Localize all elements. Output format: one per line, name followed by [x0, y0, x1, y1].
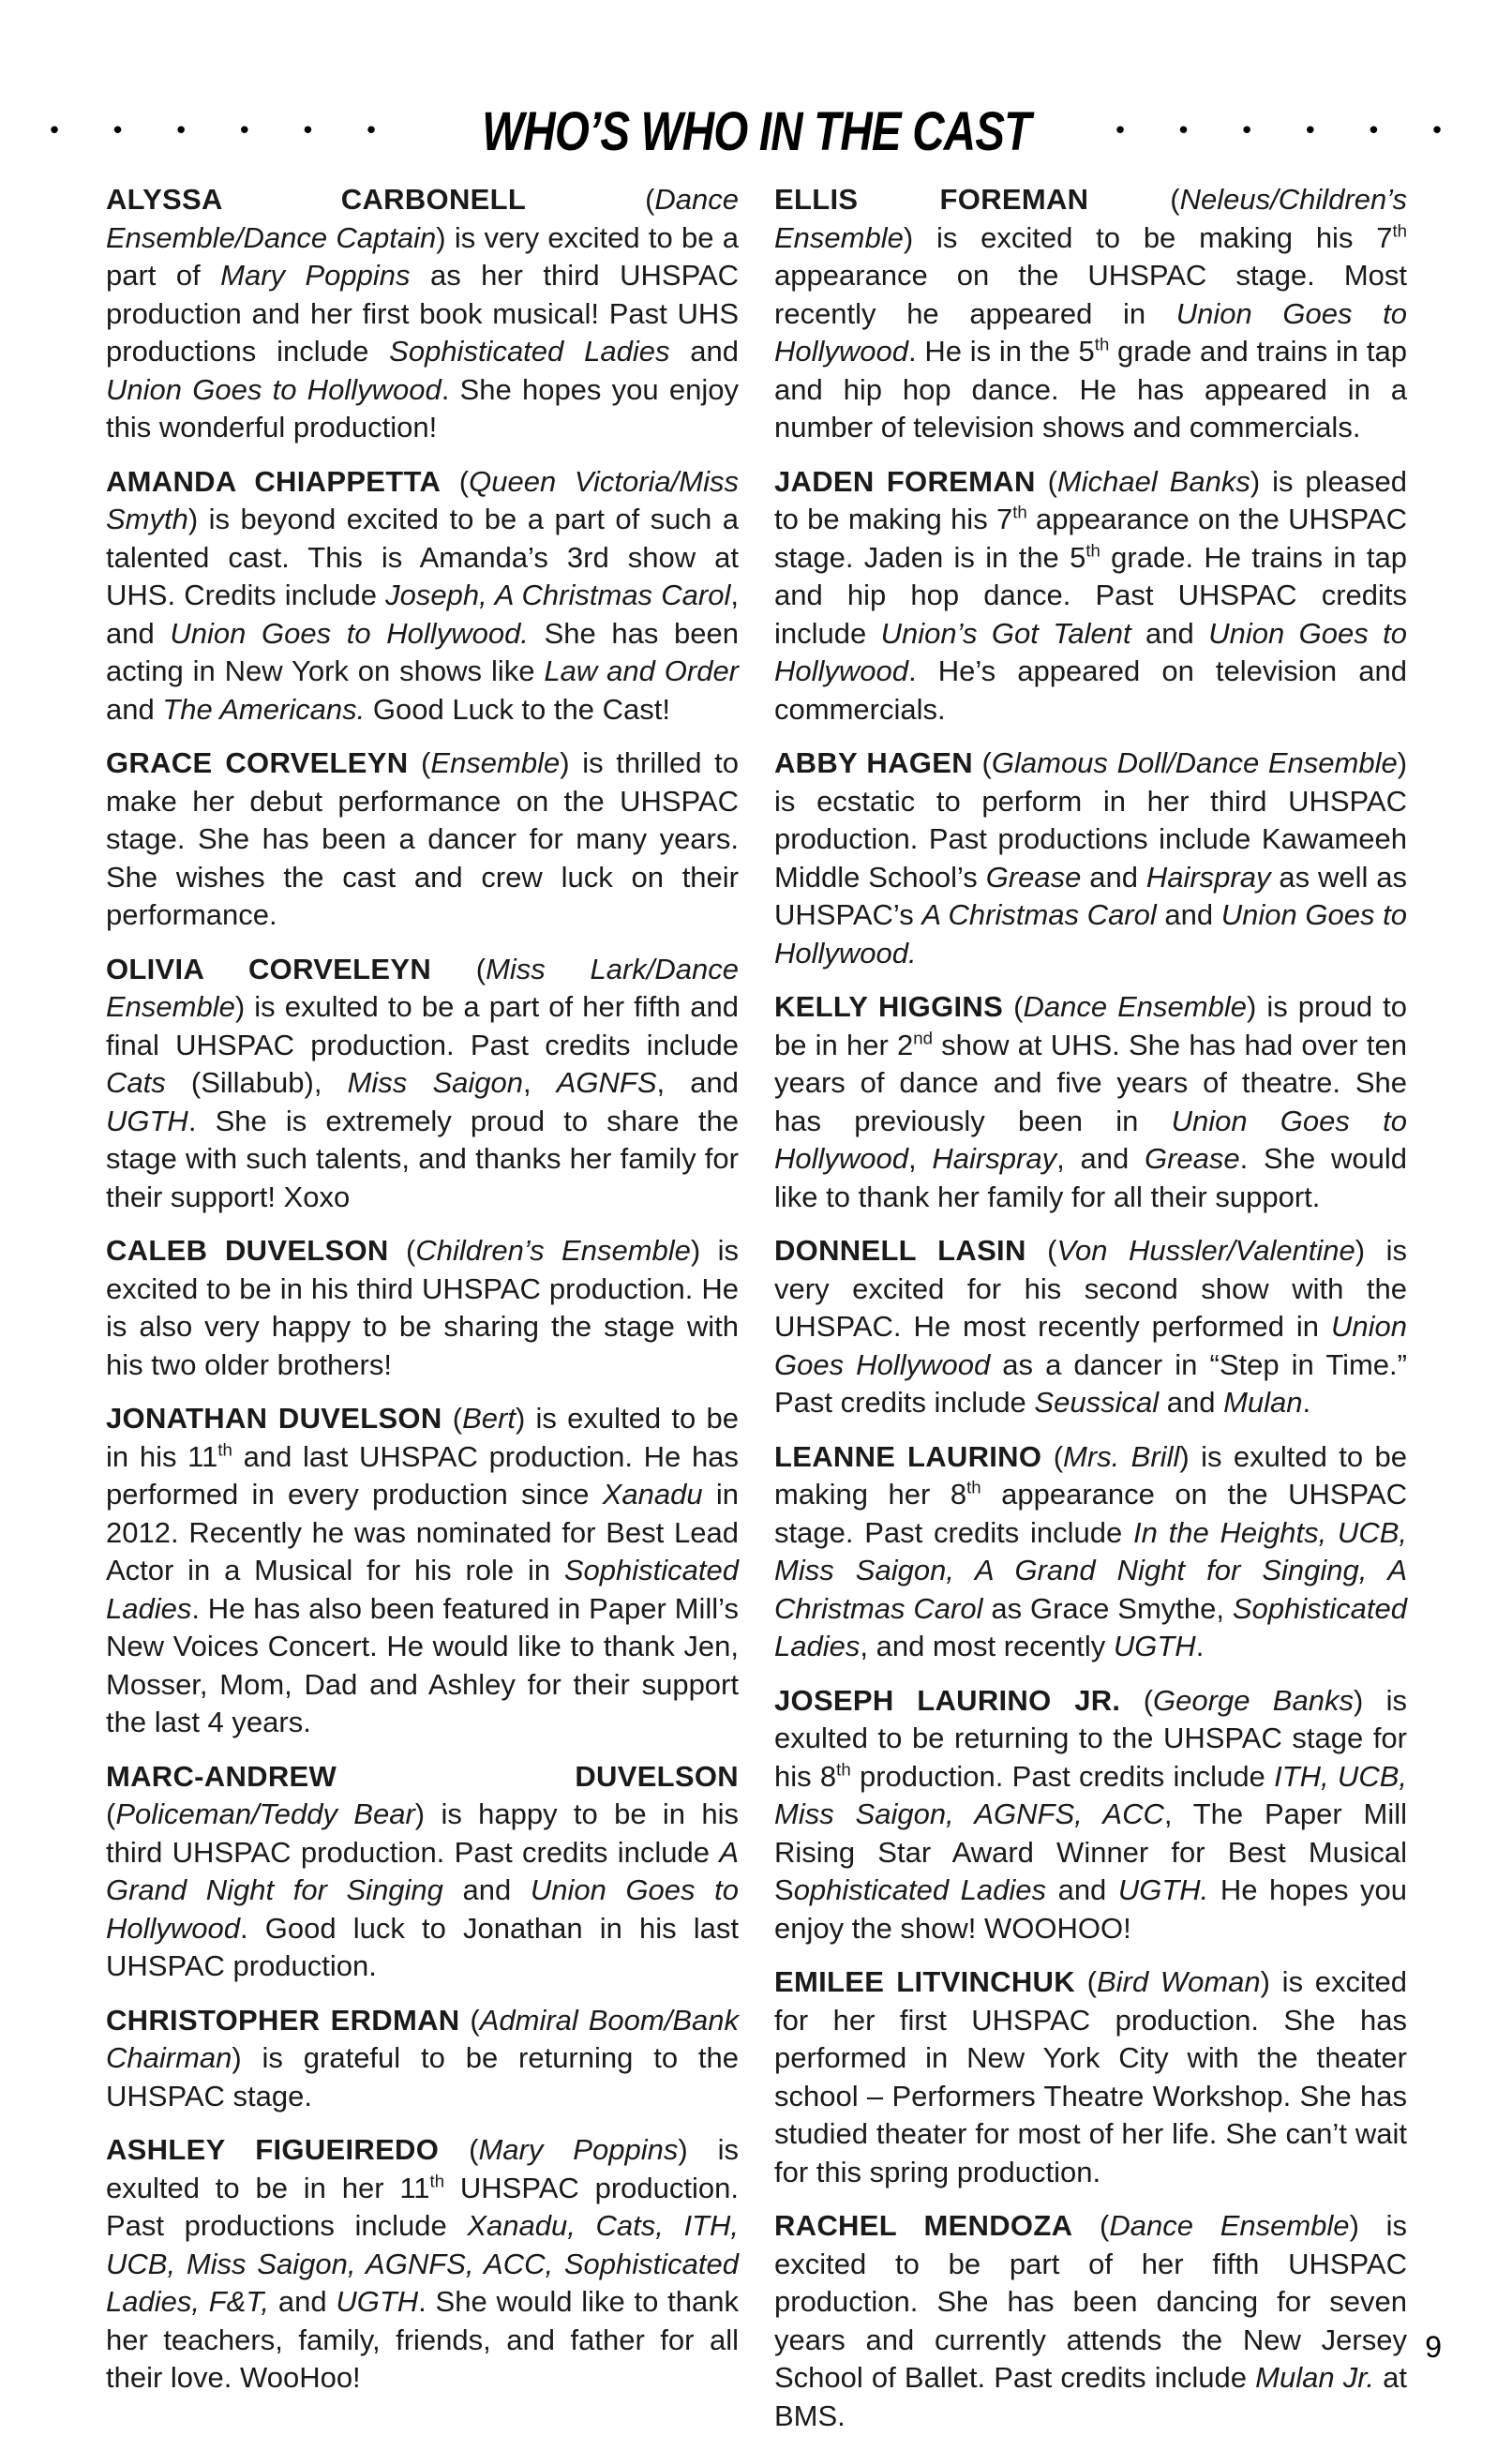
show-title: Union Goes to Hollywood — [774, 616, 1407, 687]
bio-text: She has been acting in New York on shows like — [106, 616, 739, 687]
bio-text: ) is exulted to be in her 11 — [106, 2133, 740, 2204]
bio-text: UHSPAC production. Past productions include — [106, 2171, 739, 2242]
bio-text: ( — [972, 746, 992, 779]
cast-name: KELLY HIGGINS — [774, 990, 1004, 1023]
show-title: The Americans. — [162, 692, 366, 726]
bio-text: ( — [441, 464, 470, 498]
show-title: Mulan — [1223, 1386, 1303, 1419]
ordinal-suffix: th — [1085, 540, 1100, 561]
show-title: Hairspray — [1145, 860, 1271, 894]
bio-text: , and — [1056, 1142, 1145, 1175]
bio-text: . She hopes you enjoy this wonderful production! — [106, 372, 740, 444]
cast-role: Admiral Boom/Bank Chairman — [106, 2003, 739, 2074]
bio-text: and — [1159, 1386, 1224, 1419]
bio-emilee-litvinchuk — [774, 1963, 1407, 2191]
bio-text: and — [1081, 860, 1146, 894]
show-title: Xanadu, Cats, ITH, UCB, Miss Saigon, AGNFS, ACC, Sophisticated Ladies, F&T, — [106, 2209, 739, 2318]
bio-text: grade and trains in tap and hip hop dance. He has appeared in a number of television shows and commercials. — [774, 335, 1407, 444]
show-title: UGTH — [1113, 1630, 1196, 1662]
show-title: Sophisticated Ladies — [774, 1591, 1407, 1662]
bio-text: . — [1195, 1630, 1205, 1662]
bio-text: . Good luck to Jonathan in his last UHSPAC production. — [106, 1911, 739, 1982]
left-column — [106, 181, 739, 2413]
show-title: Miss Saigon — [347, 1066, 523, 1099]
bio-text: . He has also been featured in Paper Mill’s New Voices Concert. He would like to thank Jen, Mosser, Mom, Dad and Ashley for their support the last 4 years. — [106, 1591, 739, 1738]
show-title: Union Goes to Hollywood — [106, 1873, 739, 1945]
bio-text: at BMS. — [774, 2361, 1407, 2432]
cast-name: DONNELL LASIN — [774, 1234, 1026, 1267]
bio-text: ) is exulted to be in his 11 — [106, 1402, 739, 1473]
show-title: Union Goes to Hollywood — [106, 372, 442, 406]
cast-role: Bert — [462, 1402, 516, 1435]
bio-text: ( — [1120, 1683, 1154, 1717]
bio-text: ) is exulted to be making her 8 — [774, 1439, 1407, 1511]
cast-name: LEANNE LAURINO — [774, 1439, 1042, 1473]
bio-text: ) is excited to be in his third UHSPAC production. He is also very happy to be sharing the stage with his two older brothers! — [106, 1234, 740, 1381]
bio-text: ( — [408, 746, 431, 779]
ordinal-suffix: th — [966, 1477, 981, 1497]
cast-role: Mary Poppins — [478, 2133, 679, 2166]
cast-name: ASHLEY FIGUEIREDO — [106, 2133, 440, 2166]
bio-text: ( — [1041, 1439, 1064, 1473]
bio-text: and — [269, 2285, 337, 2318]
cast-name: JADEN FOREMAN — [774, 464, 1036, 498]
cast-name: ELLIS FOREMAN — [774, 183, 1089, 216]
page-title: WHO’S WHO IN THE CAST — [481, 100, 1031, 162]
bio-text: . — [1302, 1386, 1311, 1419]
cast-role: Children’s Ensemble — [415, 1234, 691, 1267]
bio-caleb-duvelson — [106, 1232, 739, 1384]
show-title: Grease — [985, 860, 1082, 894]
bio-text: and — [106, 692, 163, 726]
bio-text: . She would like to thank her teachers, family, friends, and father for all their love. WooHoo! — [106, 2285, 739, 2394]
bio-text: ( — [442, 1402, 463, 1435]
cast-role: Michael Banks — [1056, 464, 1250, 498]
bio-joseph-laurino-jr — [774, 1682, 1407, 1948]
bio-text: , and most recently — [860, 1630, 1114, 1662]
bio-text: ) is exulted to be returning to the UHSPAC stage for his 8 — [774, 1683, 1408, 1793]
bio-text: ( — [388, 1234, 416, 1267]
bio-rachel-mendoza — [774, 2207, 1407, 2435]
show-title: Mary Poppins — [220, 259, 411, 292]
show-title: Joseph, A Christmas Carol — [385, 579, 731, 611]
bio-text: as Grace Smythe, — [982, 1591, 1233, 1625]
show-title: UGTH — [336, 2285, 419, 2318]
cast-role: Policeman/Teddy Bear — [115, 1797, 415, 1830]
bio-text: . He’s appeared on television and commercials. — [774, 654, 1407, 726]
bio-text: , The Paper Mill Rising Star Award Winner for Best Musical S — [774, 1797, 1407, 1906]
show-title: Union Goes to Hollywood. — [774, 898, 1407, 970]
ordinal-suffix: th — [836, 1759, 851, 1780]
show-title: In the Heights, UCB, Miss Saigon, A Grand Night for Singing, A Christmas Carol — [774, 1515, 1407, 1625]
bio-text: ( — [1003, 990, 1024, 1023]
bio-text: ( — [1025, 1234, 1057, 1267]
bio-abby-hagen — [774, 744, 1407, 972]
show-title: UGTH. — [1117, 1873, 1209, 1906]
bio-text: ) is excited for her first UHSPAC production. She has performed in New York City with the theater school – Performers Theatre Workshop. She has studied theater for most of her life. She can’t wait for this spring production. — [774, 1965, 1408, 2188]
bio-text: ( — [431, 952, 487, 985]
show-title: Union Goes Hollywood — [774, 1310, 1407, 1381]
bio-text: , — [522, 1066, 557, 1099]
bio-marc-andrew-duvelson — [106, 1758, 739, 1986]
bio-text: as her third UHSPAC production and her first book musical! Past UHS productions include — [106, 259, 740, 368]
bio-text: as well as UHSPAC’s — [774, 860, 1407, 931]
cast-name: CHRISTOPHER ERDMAN — [106, 2003, 460, 2037]
bio-text: ( — [106, 1797, 116, 1830]
bio-text: grade. He trains in tap and hip hop dance. Past UHSPAC credits include — [774, 540, 1407, 650]
bio-text: ) is ecstatic to perform in her third UHSPAC production. Past productions include Kawameeh Middle School’s — [774, 746, 1408, 894]
bio-text: ) is beyond excited to be a part of such a talented cast. This is Amanda’s 3rd show at UHS. Credits include — [106, 503, 739, 611]
show-title: Union Goes to Hollywood. — [170, 616, 529, 650]
show-title: Seussical — [1034, 1386, 1160, 1419]
bio-text: ( — [1088, 183, 1180, 216]
show-title: Hairspray — [932, 1142, 1057, 1175]
bio-text: ( — [526, 183, 655, 216]
bio-text: Good Luck to the Cast! — [365, 692, 670, 726]
cast-name: EMILEE LITVINCHUK — [774, 1965, 1075, 1998]
bio-text: appearance on the UHSPAC stage. Most recently he appeared in — [774, 259, 1407, 330]
bio-text: ) is exulted to be a part of her fifth and final UHSPAC production. Past credits include — [106, 990, 739, 1061]
right-column — [774, 181, 1407, 2451]
bio-text: He hopes you enjoy the show! WOOHOO! — [774, 1873, 1407, 1945]
cast-name: ABBY HAGEN — [774, 746, 973, 779]
cast-name: MARC-ANDREW DUVELSON — [106, 1759, 739, 1793]
ordinal-suffix: th — [429, 2171, 445, 2191]
cast-name: OLIVIA CORVELEYN — [106, 952, 432, 985]
cast-role: Glamous Doll/Dance Ensemble — [991, 746, 1398, 779]
show-title: Law and Order — [544, 654, 740, 687]
bio-text: production. Past credits include — [850, 1759, 1275, 1793]
cast-role: Dance Ensemble/Dance Captain — [106, 183, 739, 254]
cast-name: JOSEPH LAURINO JR. — [774, 1683, 1121, 1717]
show-title: Union Goes to Hollywood — [774, 296, 1407, 368]
show-title: ophisticated Ladies — [793, 1873, 1047, 1906]
bio-jaden-foreman — [774, 463, 1407, 729]
show-title: A Christmas Carol — [921, 898, 1157, 931]
bio-text: show at UHS. She has had over ten years of dance and five years of theatre. She has previously been in — [774, 1028, 1407, 1137]
bio-text: ) is excited to be making his 7 — [903, 220, 1393, 254]
bio-text: ( — [1072, 2209, 1110, 2242]
bio-jonathan-duvelson — [106, 1400, 739, 1742]
bio-amanda-chiappetta — [106, 463, 739, 729]
cast-name: AMANDA CHIAPPETTA — [106, 464, 442, 498]
bio-kelly-higgins — [774, 988, 1407, 1216]
bio-text: ( — [439, 2133, 479, 2166]
cast-role: Ensemble — [430, 746, 561, 779]
bio-olivia-corveleyn — [106, 951, 739, 1217]
bio-text: and — [1046, 1873, 1118, 1906]
bio-text: , and — [656, 1066, 739, 1099]
show-title: Grease — [1144, 1142, 1240, 1175]
cast-role: George Banks — [1153, 1683, 1354, 1717]
bio-text: , — [908, 1142, 933, 1175]
cast-role: Miss Lark/Dance Ensemble — [106, 952, 739, 1023]
bio-text: ) is grateful to be returning to the UHSPAC stage. — [106, 2041, 739, 2113]
bio-text: . She would like to thank her family for all their support. — [774, 1142, 1407, 1213]
decorative-dots-left: • • • • • • — [47, 117, 399, 145]
cast-role: Neleus/Children’s Ensemble — [774, 183, 1408, 254]
decorative-dots-right: • • • • • • — [1113, 117, 1465, 145]
bio-text: as a dancer in “Step in Time.” Past credits include — [774, 1347, 1407, 1419]
bio-text: appearance on the UHSPAC stage. Past credits include — [774, 1478, 1407, 1549]
show-title: Cats — [106, 1066, 166, 1099]
cast-role: Bird Woman — [1096, 1965, 1261, 1998]
bio-text: (Sillabub), — [165, 1066, 348, 1099]
cast-name: CALEB DUVELSON — [106, 1234, 389, 1267]
bio-text: . He is in the 5 — [908, 335, 1095, 368]
show-title: ITH, UCB, Miss Saigon, AGNFS, ACC — [774, 1759, 1407, 1830]
cast-role: Von Hussler/Valentine — [1056, 1234, 1355, 1267]
bio-text: ( — [459, 2003, 480, 2037]
show-title: Union’s Got Talent — [880, 616, 1131, 650]
bio-christopher-erdman — [106, 2002, 739, 2116]
cast-role: Mrs. Brill — [1063, 1439, 1180, 1473]
bio-text: ( — [1074, 1965, 1097, 1998]
show-title: AGNFS — [556, 1066, 657, 1099]
bio-text: and — [1130, 616, 1209, 650]
bio-text: ) is excited to be part of her fifth UHSPAC production. She has been dancing for seven years and currently attends the New Jersey School of Ballet. Past credits include — [774, 2209, 1408, 2394]
show-title: Sophisticated Ladies — [389, 335, 670, 368]
bio-text: appearance on the UHSPAC stage. Jaden is in the 5 — [774, 503, 1407, 574]
show-title: Sophisticated Ladies — [106, 1554, 739, 1625]
bio-text: , and — [106, 579, 739, 650]
show-title: Union Goes to Hollywood — [774, 1104, 1407, 1175]
ordinal-suffix: th — [1392, 220, 1407, 241]
bio-ellis-foreman — [774, 181, 1407, 447]
bio-text: . She is extremely proud to share the stage with such talents, and thanks her family for their support! Xoxo — [106, 1104, 739, 1213]
bio-text: ) is thrilled to make her debut performance on the UHSPAC stage. She has been a dancer for many years. She wishes the cast and crew luck on their performance. — [106, 746, 740, 931]
bio-ashley-figueiredo — [106, 2131, 739, 2398]
ordinal-suffix: th — [1012, 502, 1027, 522]
bio-text: ) is pleased to be making his 7 — [774, 464, 1408, 535]
cast-role: Dance Ensemble — [1023, 990, 1247, 1023]
ordinal-suffix: th — [1094, 334, 1110, 354]
ordinal-suffix: th — [217, 1439, 232, 1460]
cast-role: Queen Victoria/Miss Smyth — [106, 464, 739, 535]
page-number: 9 — [1425, 2330, 1442, 2364]
bio-text: and — [442, 1873, 531, 1906]
bio-grace-corveleyn — [106, 744, 739, 935]
bio-donnell-lasin — [774, 1232, 1407, 1422]
bio-text: ) is proud to be in her 2 — [774, 990, 1408, 1061]
bio-text: and — [1156, 898, 1221, 931]
bio-alyssa-carbonell — [106, 181, 739, 447]
bio-text: and — [669, 335, 739, 368]
show-title: Xanadu — [602, 1478, 703, 1511]
cast-name: ALYSSA CARBONELL — [106, 183, 527, 216]
bio-text: in 2012. Recently he was nominated for Best Lead Actor in a Musical for his role in — [106, 1478, 739, 1586]
cast-name: GRACE CORVELEYN — [106, 746, 409, 779]
cast-name: JONATHAN DUVELSON — [106, 1402, 442, 1435]
bio-leanne-laurino — [774, 1438, 1407, 1666]
bio-text: ) is very excited to be a part of — [106, 220, 739, 292]
bio-text: ) is happy to be in his third UHSPAC production. Past credits include — [106, 1797, 739, 1869]
bio-text: ( — [1035, 464, 1057, 498]
show-title: A Grand Night for Singing — [106, 1835, 739, 1906]
show-title: Mulan Jr. — [1255, 2361, 1375, 2394]
cast-role: Dance Ensemble — [1109, 2209, 1350, 2242]
ordinal-suffix: nd — [913, 1028, 933, 1048]
bio-text: ) is very excited for his second show with the UHSPAC. He most recently performed in — [774, 1234, 1407, 1343]
bio-text: and last UHSPAC production. He has performed in every production since — [106, 1439, 739, 1511]
cast-name: RACHEL MENDOZA — [774, 2209, 1073, 2242]
show-title: UGTH — [106, 1104, 188, 1137]
page-header — [0, 89, 1512, 173]
